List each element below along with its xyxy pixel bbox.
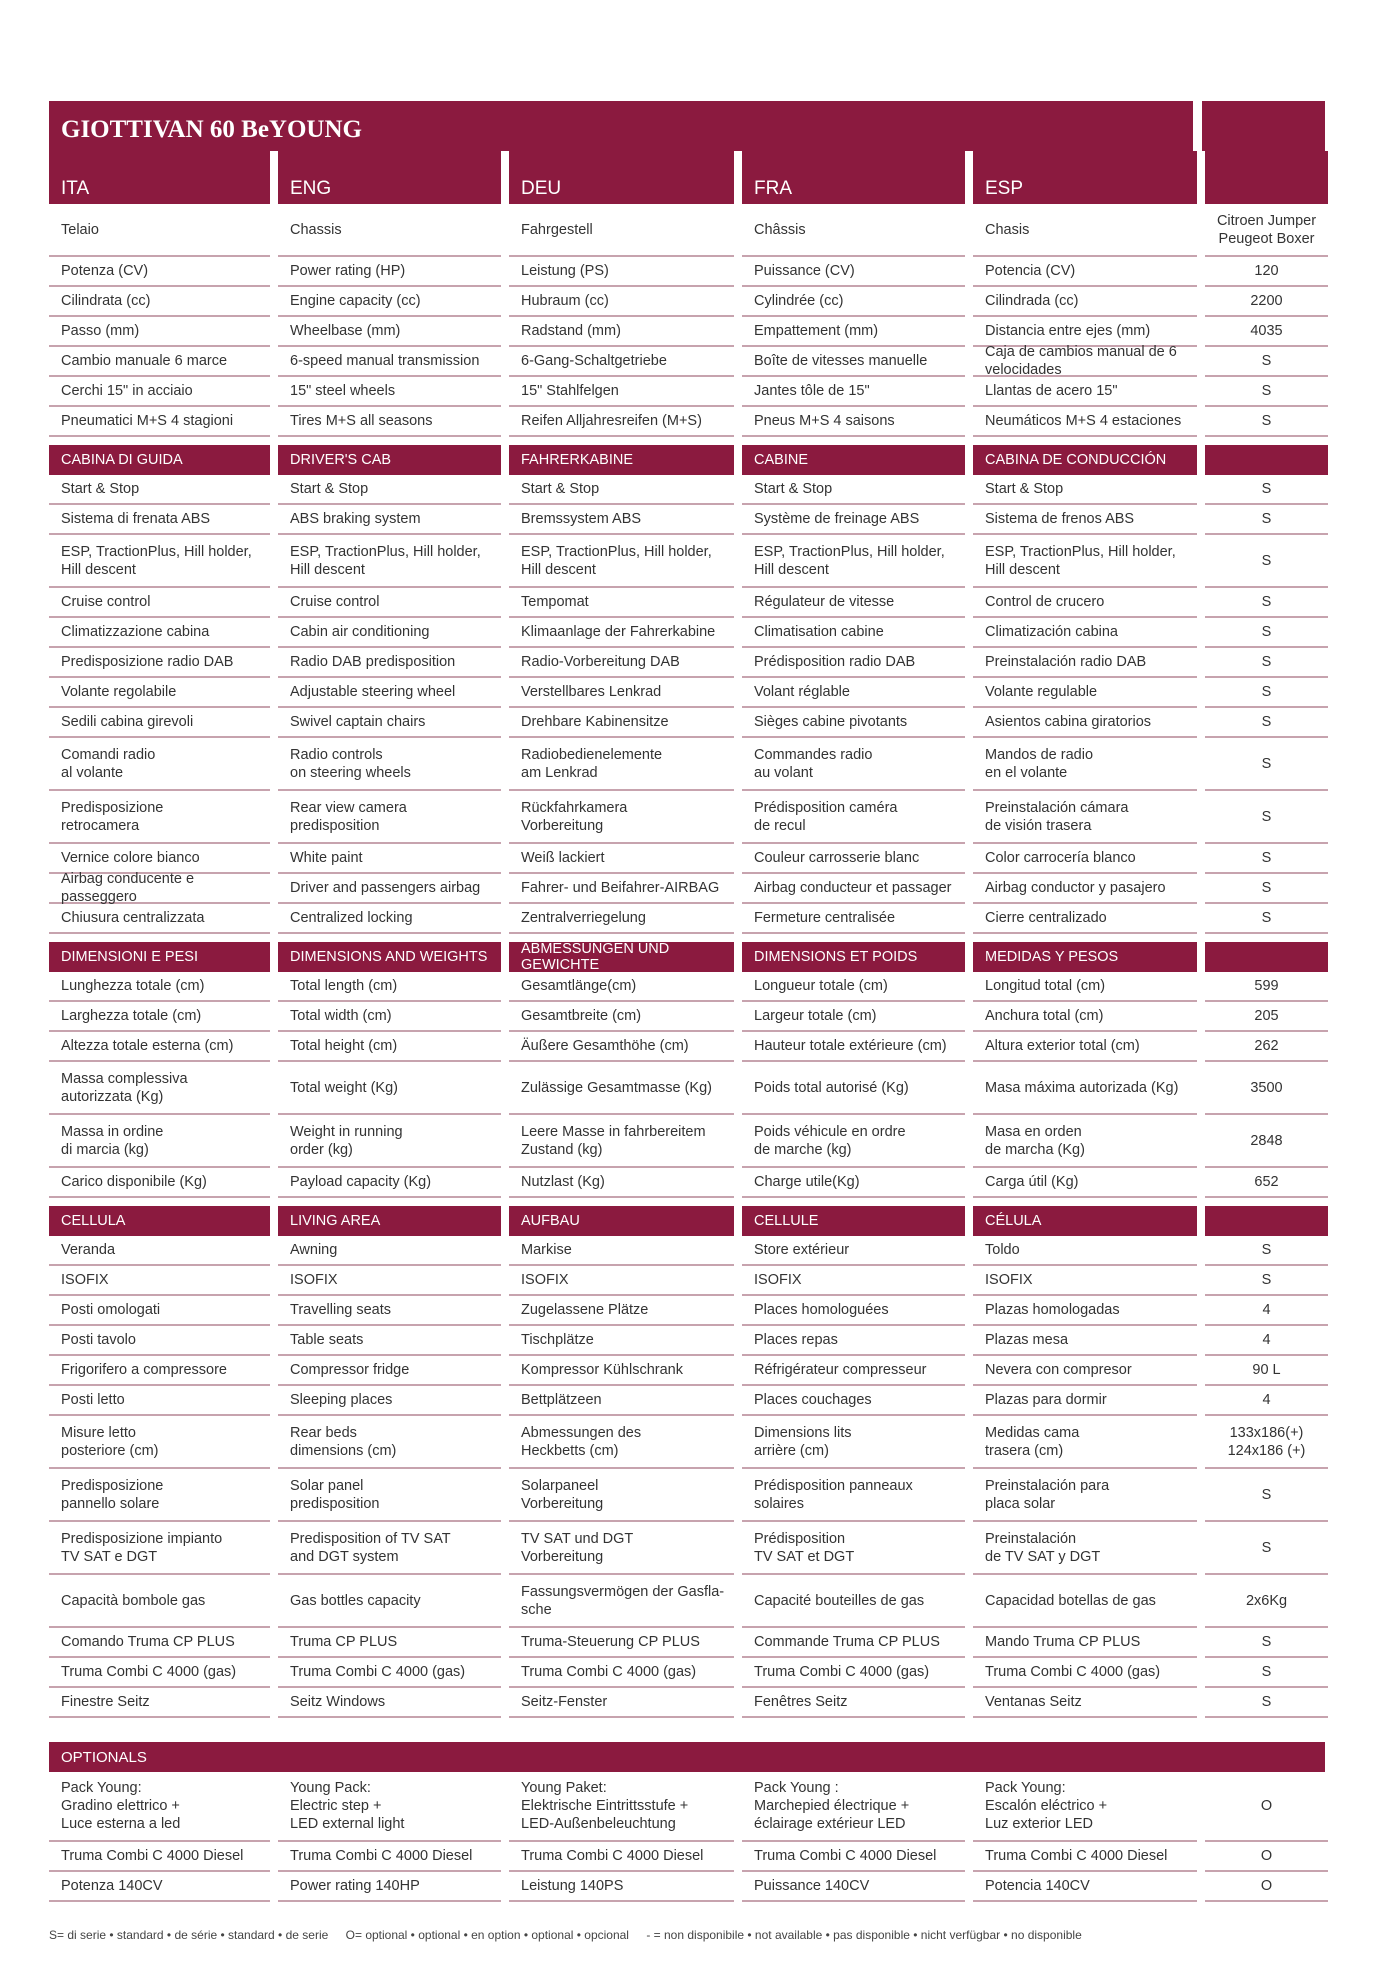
spec-value: S (1205, 708, 1328, 738)
spec-value: S (1205, 1236, 1328, 1266)
spec-value: 205 (1205, 1002, 1328, 1032)
spec-cell: Caja de cambios manual de 6 velocidades (973, 347, 1197, 377)
spec-cell: Airbag conductor y pasajero (973, 874, 1197, 904)
spec-cell: Couleur carrosserie blanc (742, 844, 965, 874)
spec-cell: Payload capacity (Kg) (278, 1168, 501, 1198)
spec-value: S (1205, 1266, 1328, 1296)
spec-cell: Klimaanlage der Fahrerkabine (509, 618, 734, 648)
section-header-value (1205, 942, 1328, 972)
spec-cell: Potenza (CV) (49, 257, 270, 287)
spec-cell: Drehbare Kabinensitze (509, 708, 734, 738)
language-header: DEU (509, 151, 734, 204)
spec-cell: Power rating (HP) (278, 257, 501, 287)
spec-value: 2200 (1205, 287, 1328, 317)
spec-cell: Massa complessiva autorizzata (Kg) (49, 1062, 270, 1115)
spec-cell: Régulateur de vitesse (742, 588, 965, 618)
spec-cell: Total width (cm) (278, 1002, 501, 1032)
spec-cell: Climatizzazione cabina (49, 618, 270, 648)
section-header: CABINA DE CONDUCCIÓN (973, 445, 1197, 475)
spec-cell: Hauteur totale extérieure (cm) (742, 1032, 965, 1062)
spec-cell: Nevera con compresor (973, 1356, 1197, 1386)
spec-cell: Finestre Seitz (49, 1688, 270, 1718)
spec-cell: Volant réglable (742, 678, 965, 708)
language-header-value (1205, 151, 1328, 204)
spec-value: S (1205, 791, 1328, 844)
spec-cell: Veranda (49, 1236, 270, 1266)
spec-cell: Zugelassene Plätze (509, 1296, 734, 1326)
spec-value: 262 (1205, 1032, 1328, 1062)
spec-cell: Sistema de frenos ABS (973, 505, 1197, 535)
optionals-header: OPTIONALS (49, 1742, 1325, 1772)
spec-cell: Empattement (mm) (742, 317, 965, 347)
spec-cell: Centralized locking (278, 904, 501, 934)
spec-cell: Capacità bombole gas (49, 1575, 270, 1628)
spec-cell: Radio controls on steering wheels (278, 738, 501, 791)
language-header: ESP (973, 151, 1197, 204)
spec-value: S (1205, 1628, 1328, 1658)
spec-cell: Nutzlast (Kg) (509, 1168, 734, 1198)
spec-cell: Cruise control (278, 588, 501, 618)
optional-cell: Potencia 140CV (973, 1872, 1197, 1902)
spec-cell: Sleeping places (278, 1386, 501, 1416)
spec-value: S (1205, 738, 1328, 791)
spec-cell: Ventanas Seitz (973, 1688, 1197, 1718)
spec-table (49, 151, 1325, 1718)
spec-cell: Total weight (Kg) (278, 1062, 501, 1115)
spec-cell: Prédisposition TV SAT et DGT (742, 1522, 965, 1575)
spec-cell: Store extérieur (742, 1236, 965, 1266)
spec-cell: Dimensions lits arrière (cm) (742, 1416, 965, 1469)
spec-cell: Truma Combi C 4000 (gas) (509, 1658, 734, 1688)
spec-cell: Gesamtlänge(cm) (509, 972, 734, 1002)
spec-cell: Volante regolabile (49, 678, 270, 708)
spec-cell: Longitud total (cm) (973, 972, 1197, 1002)
section-header: CÉLULA (973, 1206, 1197, 1236)
spec-cell: Truma Combi C 4000 (gas) (278, 1658, 501, 1688)
spec-cell: Wheelbase (mm) (278, 317, 501, 347)
language-header: ENG (278, 151, 501, 204)
optional-cell: Truma Combi C 4000 Diesel (742, 1842, 965, 1872)
spec-cell: Reifen Alljahresreifen (M+S) (509, 407, 734, 437)
spec-cell: Tischplätze (509, 1326, 734, 1356)
spec-cell: Rückfahrkamera Vorbereitung (509, 791, 734, 844)
spec-cell: Frigorifero a compressore (49, 1356, 270, 1386)
spec-cell: Longueur totale (cm) (742, 972, 965, 1002)
spec-cell: Truma Combi C 4000 (gas) (973, 1658, 1197, 1688)
spec-cell: ESP, TractionPlus, Hill holder, Hill descent (973, 535, 1197, 588)
spec-cell: Rear view camera predisposition (278, 791, 501, 844)
spec-value: S (1205, 407, 1328, 437)
optional-cell: Truma Combi C 4000 Diesel (973, 1842, 1197, 1872)
spec-cell: Réfrigérateur compresseur (742, 1356, 965, 1386)
spec-cell: Tires M+S all seasons (278, 407, 501, 437)
spec-cell: Start & Stop (509, 475, 734, 505)
spec-cell: Distancia entre ejes (mm) (973, 317, 1197, 347)
spec-cell: ESP, TractionPlus, Hill holder, Hill descent (509, 535, 734, 588)
spec-cell: Total length (cm) (278, 972, 501, 1002)
spec-cell: Prédisposition caméra de recul (742, 791, 965, 844)
spec-cell: Preinstalación radio DAB (973, 648, 1197, 678)
spec-cell: ESP, TractionPlus, Hill holder, Hill descent (278, 535, 501, 588)
optional-cell: Truma Combi C 4000 Diesel (509, 1842, 734, 1872)
spec-cell: Seitz-Fenster (509, 1688, 734, 1718)
spec-cell: Bremssystem ABS (509, 505, 734, 535)
section-header: FAHRERKABINE (509, 445, 734, 475)
spec-cell: Seitz Windows (278, 1688, 501, 1718)
spec-cell: 6-Gang-Schaltgetriebe (509, 347, 734, 377)
spec-cell: Altezza totale esterna (cm) (49, 1032, 270, 1062)
spec-cell: Start & Stop (278, 475, 501, 505)
spec-cell: Leere Masse in fahrbereitem Zustand (kg) (509, 1115, 734, 1168)
spec-cell: Asientos cabina giratorios (973, 708, 1197, 738)
optional-cell: Pack Young: Escalón eléctrico + Luz exterior LED (973, 1772, 1197, 1842)
optional-cell: Power rating 140HP (278, 1872, 501, 1902)
spec-cell: Medidas cama trasera (cm) (973, 1416, 1197, 1469)
spec-cell: Cilindrata (cc) (49, 287, 270, 317)
spec-cell: Solarpaneel Vorbereitung (509, 1469, 734, 1522)
spec-value: 133x186(+) 124x186 (+) (1205, 1416, 1328, 1469)
spec-cell: Truma-Steuerung CP PLUS (509, 1628, 734, 1658)
spec-cell: Climatización cabina (973, 618, 1197, 648)
spec-cell: Predisposizione pannello solare (49, 1469, 270, 1522)
spec-cell: Predisposizione impianto TV SAT e DGT (49, 1522, 270, 1575)
spec-cell: Posti tavolo (49, 1326, 270, 1356)
spec-cell: Gesamtbreite (cm) (509, 1002, 734, 1032)
spec-cell: Start & Stop (742, 475, 965, 505)
section-header: DIMENSIONS AND WEIGHTS (278, 942, 501, 972)
optional-cell: Truma Combi C 4000 Diesel (278, 1842, 501, 1872)
spec-cell: Start & Stop (49, 475, 270, 505)
spec-cell: Äußere Gesamthöhe (cm) (509, 1032, 734, 1062)
spec-cell: Truma CP PLUS (278, 1628, 501, 1658)
section-header: LIVING AREA (278, 1206, 501, 1236)
spec-cell: Poids véhicule en ordre de marche (kg) (742, 1115, 965, 1168)
spec-cell: ISOFIX (278, 1266, 501, 1296)
spec-cell: Weight in running order (kg) (278, 1115, 501, 1168)
section-header: AUFBAU (509, 1206, 734, 1236)
spec-cell: Comando Truma CP PLUS (49, 1628, 270, 1658)
spec-cell: Jantes tôle de 15" (742, 377, 965, 407)
section-header-value (1205, 1206, 1328, 1236)
spec-cell: Plazas para dormir (973, 1386, 1197, 1416)
spec-cell: Posti letto (49, 1386, 270, 1416)
spec-value: S (1205, 618, 1328, 648)
spec-cell: Système de freinage ABS (742, 505, 965, 535)
section-header: CELLULE (742, 1206, 965, 1236)
spec-cell: Cierre centralizado (973, 904, 1197, 934)
spec-value: 4035 (1205, 317, 1328, 347)
spec-cell: Total height (cm) (278, 1032, 501, 1062)
optional-value: O (1205, 1842, 1328, 1872)
page-title: GIOTTIVAN 60 BeYOUNG (49, 101, 1193, 151)
spec-value: S (1205, 505, 1328, 535)
spec-cell: Adjustable steering wheel (278, 678, 501, 708)
spec-cell: Markise (509, 1236, 734, 1266)
spec-cell: Capacité bouteilles de gas (742, 1575, 965, 1628)
spec-cell: Engine capacity (cc) (278, 287, 501, 317)
spec-cell: Cylindrée (cc) (742, 287, 965, 317)
spec-cell: Leistung (PS) (509, 257, 734, 287)
section-header: CELLULA (49, 1206, 270, 1236)
spec-cell: Largeur totale (cm) (742, 1002, 965, 1032)
spec-cell: Radio-Vorbereitung DAB (509, 648, 734, 678)
spec-sheet (49, 101, 1325, 1902)
spec-cell: Sedili cabina girevoli (49, 708, 270, 738)
spec-cell: Boîte de vitesses manuelle (742, 347, 965, 377)
section-header: CABINE (742, 445, 965, 475)
spec-cell: Prédisposition radio DAB (742, 648, 965, 678)
spec-cell: Zentralverriegelung (509, 904, 734, 934)
spec-value: S (1205, 535, 1328, 588)
spec-cell: ISOFIX (509, 1266, 734, 1296)
spec-cell: Radiobedienelemente am Lenkrad (509, 738, 734, 791)
spec-cell: Prédisposition panneaux solaires (742, 1469, 965, 1522)
spec-cell: Puissance (CV) (742, 257, 965, 287)
spec-cell: Mando Truma CP PLUS (973, 1628, 1197, 1658)
spec-cell: Pneumatici M+S 4 stagioni (49, 407, 270, 437)
spec-cell: Charge utile(Kg) (742, 1168, 965, 1198)
legend-optional: O= optional • optional • en option • optional • opcional (345, 1928, 629, 1942)
spec-cell: Carga útil (Kg) (973, 1168, 1197, 1198)
spec-cell: Chiusura centralizzata (49, 904, 270, 934)
optional-cell: Young Pack: Electric step + LED external light (278, 1772, 501, 1842)
spec-cell: Zulässige Gesamtmasse (Kg) (509, 1062, 734, 1115)
spec-cell: Awning (278, 1236, 501, 1266)
spec-cell: Fassungsvermögen der Gasfla- sche (509, 1575, 734, 1628)
language-header: ITA (49, 151, 270, 204)
spec-value: Citroen Jumper Peugeot Boxer (1205, 204, 1328, 257)
spec-cell: Driver and passengers airbag (278, 874, 501, 904)
spec-cell: 15" Stahlfelgen (509, 377, 734, 407)
spec-cell: Predisposizione radio DAB (49, 648, 270, 678)
spec-cell: Radio DAB predisposition (278, 648, 501, 678)
spec-cell: Cabin air conditioning (278, 618, 501, 648)
spec-cell: Fermeture centralisée (742, 904, 965, 934)
spec-cell: ESP, TractionPlus, Hill holder, Hill descent (742, 535, 965, 588)
spec-cell: Solar panel predisposition (278, 1469, 501, 1522)
spec-cell: Masa en orden de marcha (Kg) (973, 1115, 1197, 1168)
spec-cell: TV SAT und DGT Vorbereitung (509, 1522, 734, 1575)
spec-cell: Travelling seats (278, 1296, 501, 1326)
spec-cell: Preinstalación de TV SAT y DGT (973, 1522, 1197, 1575)
spec-cell: Swivel captain chairs (278, 708, 501, 738)
spec-value: 652 (1205, 1168, 1328, 1198)
spec-value: S (1205, 475, 1328, 505)
spec-cell: Gas bottles capacity (278, 1575, 501, 1628)
spec-cell: Plazas mesa (973, 1326, 1197, 1356)
section-header: MEDIDAS Y PESOS (973, 942, 1197, 972)
spec-cell: Climatisation cabine (742, 618, 965, 648)
spec-cell: ESP, TractionPlus, Hill holder, Hill descent (49, 535, 270, 588)
spec-cell: Altura exterior total (cm) (973, 1032, 1197, 1062)
legend (49, 1928, 1096, 1942)
spec-cell: Misure letto posteriore (cm) (49, 1416, 270, 1469)
spec-cell: Predisposition of TV SAT and DGT system (278, 1522, 501, 1575)
spec-cell: ISOFIX (973, 1266, 1197, 1296)
spec-value: S (1205, 1469, 1328, 1522)
section-header: CABINA DI GUIDA (49, 445, 270, 475)
spec-cell: Mandos de radio en el volante (973, 738, 1197, 791)
spec-cell: Hubraum (cc) (509, 287, 734, 317)
spec-cell: White paint (278, 844, 501, 874)
spec-cell: Telaio (49, 204, 270, 257)
spec-cell: ISOFIX (49, 1266, 270, 1296)
spec-value: S (1205, 678, 1328, 708)
spec-cell: Capacidad botellas de gas (973, 1575, 1197, 1628)
section-header: ABMESSUNGEN UND GEWICHTE (509, 942, 734, 972)
spec-cell: Cerchi 15" in acciaio (49, 377, 270, 407)
spec-cell: Lunghezza totale (cm) (49, 972, 270, 1002)
spec-cell: Places couchages (742, 1386, 965, 1416)
section-header-value (1205, 445, 1328, 475)
spec-value: S (1205, 1658, 1328, 1688)
spec-cell: Table seats (278, 1326, 501, 1356)
spec-cell: Airbag conducteur et passager (742, 874, 965, 904)
spec-cell: Fahrgestell (509, 204, 734, 257)
spec-cell: Neumáticos M+S 4 estaciones (973, 407, 1197, 437)
spec-cell: Cruise control (49, 588, 270, 618)
spec-cell: Tempomat (509, 588, 734, 618)
spec-cell: Poids total autorisé (Kg) (742, 1062, 965, 1115)
language-header: FRA (742, 151, 965, 204)
spec-cell: Larghezza totale (cm) (49, 1002, 270, 1032)
spec-cell: Places homologuées (742, 1296, 965, 1326)
spec-cell: 6-speed manual transmission (278, 347, 501, 377)
spec-cell: Verstellbares Lenkrad (509, 678, 734, 708)
spec-cell: Rear beds dimensions (cm) (278, 1416, 501, 1469)
spec-value: 90 L (1205, 1356, 1328, 1386)
spec-value: S (1205, 588, 1328, 618)
spec-cell: Comandi radio al volante (49, 738, 270, 791)
spec-cell: Anchura total (cm) (973, 1002, 1197, 1032)
spec-cell: Color carrocería blanco (973, 844, 1197, 874)
spec-value: 2848 (1205, 1115, 1328, 1168)
spec-cell: Volante regulable (973, 678, 1197, 708)
spec-value: 4 (1205, 1296, 1328, 1326)
spec-cell: ISOFIX (742, 1266, 965, 1296)
title-bar-value-cell (1202, 101, 1325, 151)
spec-value: 2x6Kg (1205, 1575, 1328, 1628)
spec-cell: Posti omologati (49, 1296, 270, 1326)
spec-cell: Weiß lackiert (509, 844, 734, 874)
optional-cell: Potenza 140CV (49, 1872, 270, 1902)
optional-value: O (1205, 1772, 1328, 1842)
spec-cell: Sièges cabine pivotants (742, 708, 965, 738)
spec-cell: Vernice colore bianco (49, 844, 270, 874)
optional-cell: Pack Young: Gradino elettrico + Luce esterna a led (49, 1772, 270, 1842)
optional-cell: Leistung 140PS (509, 1872, 734, 1902)
spec-cell: Chassis (278, 204, 501, 257)
spec-cell: Châssis (742, 204, 965, 257)
spec-cell: Truma Combi C 4000 (gas) (742, 1658, 965, 1688)
spec-value: 4 (1205, 1326, 1328, 1356)
spec-cell: Toldo (973, 1236, 1197, 1266)
spec-cell: Llantas de acero 15" (973, 377, 1197, 407)
spec-cell: Kompressor Kühlschrank (509, 1356, 734, 1386)
spec-cell: Compressor fridge (278, 1356, 501, 1386)
spec-cell: Start & Stop (973, 475, 1197, 505)
spec-cell: Airbag conducente e passeggero (49, 874, 270, 904)
spec-cell: Control de crucero (973, 588, 1197, 618)
section-header: DIMENSIONI E PESI (49, 942, 270, 972)
optional-cell: Pack Young : Marchepied électrique + éclairage extérieur LED (742, 1772, 965, 1842)
spec-cell: 15" steel wheels (278, 377, 501, 407)
spec-cell: Preinstalación para placa solar (973, 1469, 1197, 1522)
optional-cell: Truma Combi C 4000 Diesel (49, 1842, 270, 1872)
spec-cell: Masa máxima autorizada (Kg) (973, 1062, 1197, 1115)
spec-value: S (1205, 844, 1328, 874)
spec-cell: Cilindrada (cc) (973, 287, 1197, 317)
optional-cell: Young Paket: Elektrische Eintrittsstufe + LED-Außenbeleuchtung (509, 1772, 734, 1842)
spec-cell: Predisposizione retrocamera (49, 791, 270, 844)
spec-cell: Plazas homologadas (973, 1296, 1197, 1326)
spec-cell: Massa in ordine di marcia (kg) (49, 1115, 270, 1168)
spec-value: S (1205, 648, 1328, 678)
spec-value: 120 (1205, 257, 1328, 287)
spec-value: S (1205, 874, 1328, 904)
spec-cell: Places repas (742, 1326, 965, 1356)
legend-standard: S= di serie • standard • de série • standard • de serie (49, 1928, 329, 1942)
title-bar (49, 101, 1325, 151)
spec-cell: Commande Truma CP PLUS (742, 1628, 965, 1658)
spec-value: 599 (1205, 972, 1328, 1002)
spec-value: 4 (1205, 1386, 1328, 1416)
spec-value: 3500 (1205, 1062, 1328, 1115)
spec-cell: Passo (mm) (49, 317, 270, 347)
section-header: DIMENSIONS ET POIDS (742, 942, 965, 972)
spec-cell: Carico disponibile (Kg) (49, 1168, 270, 1198)
spec-cell: Radstand (mm) (509, 317, 734, 347)
spec-value: S (1205, 1522, 1328, 1575)
optionals-table (49, 1772, 1325, 1902)
spec-cell: Bettplätzeen (509, 1386, 734, 1416)
spec-value: S (1205, 904, 1328, 934)
legend-not-available: - = non disponibile • not available • pas disponible • nicht verfügbar • no disponible (646, 1928, 1082, 1942)
spec-cell: Truma Combi C 4000 (gas) (49, 1658, 270, 1688)
spec-cell: Cambio manuale 6 marce (49, 347, 270, 377)
section-header: DRIVER'S CAB (278, 445, 501, 475)
spec-value: S (1205, 347, 1328, 377)
spec-value: S (1205, 1688, 1328, 1718)
optional-value: O (1205, 1872, 1328, 1902)
spec-cell: Chasis (973, 204, 1197, 257)
spec-value: S (1205, 377, 1328, 407)
spec-cell: Commandes radio au volant (742, 738, 965, 791)
spec-cell: Fahrer- und Beifahrer-AIRBAG (509, 874, 734, 904)
spec-cell: Preinstalación cámara de visión trasera (973, 791, 1197, 844)
spec-cell: Abmessungen des Heckbetts (cm) (509, 1416, 734, 1469)
optional-cell: Puissance 140CV (742, 1872, 965, 1902)
spec-cell: Sistema di frenata ABS (49, 505, 270, 535)
spec-cell: Pneus M+S 4 saisons (742, 407, 965, 437)
spec-cell: Potencia (CV) (973, 257, 1197, 287)
spec-cell: ABS braking system (278, 505, 501, 535)
optionals-section (49, 1742, 1325, 1902)
spec-cell: Fenêtres Seitz (742, 1688, 965, 1718)
